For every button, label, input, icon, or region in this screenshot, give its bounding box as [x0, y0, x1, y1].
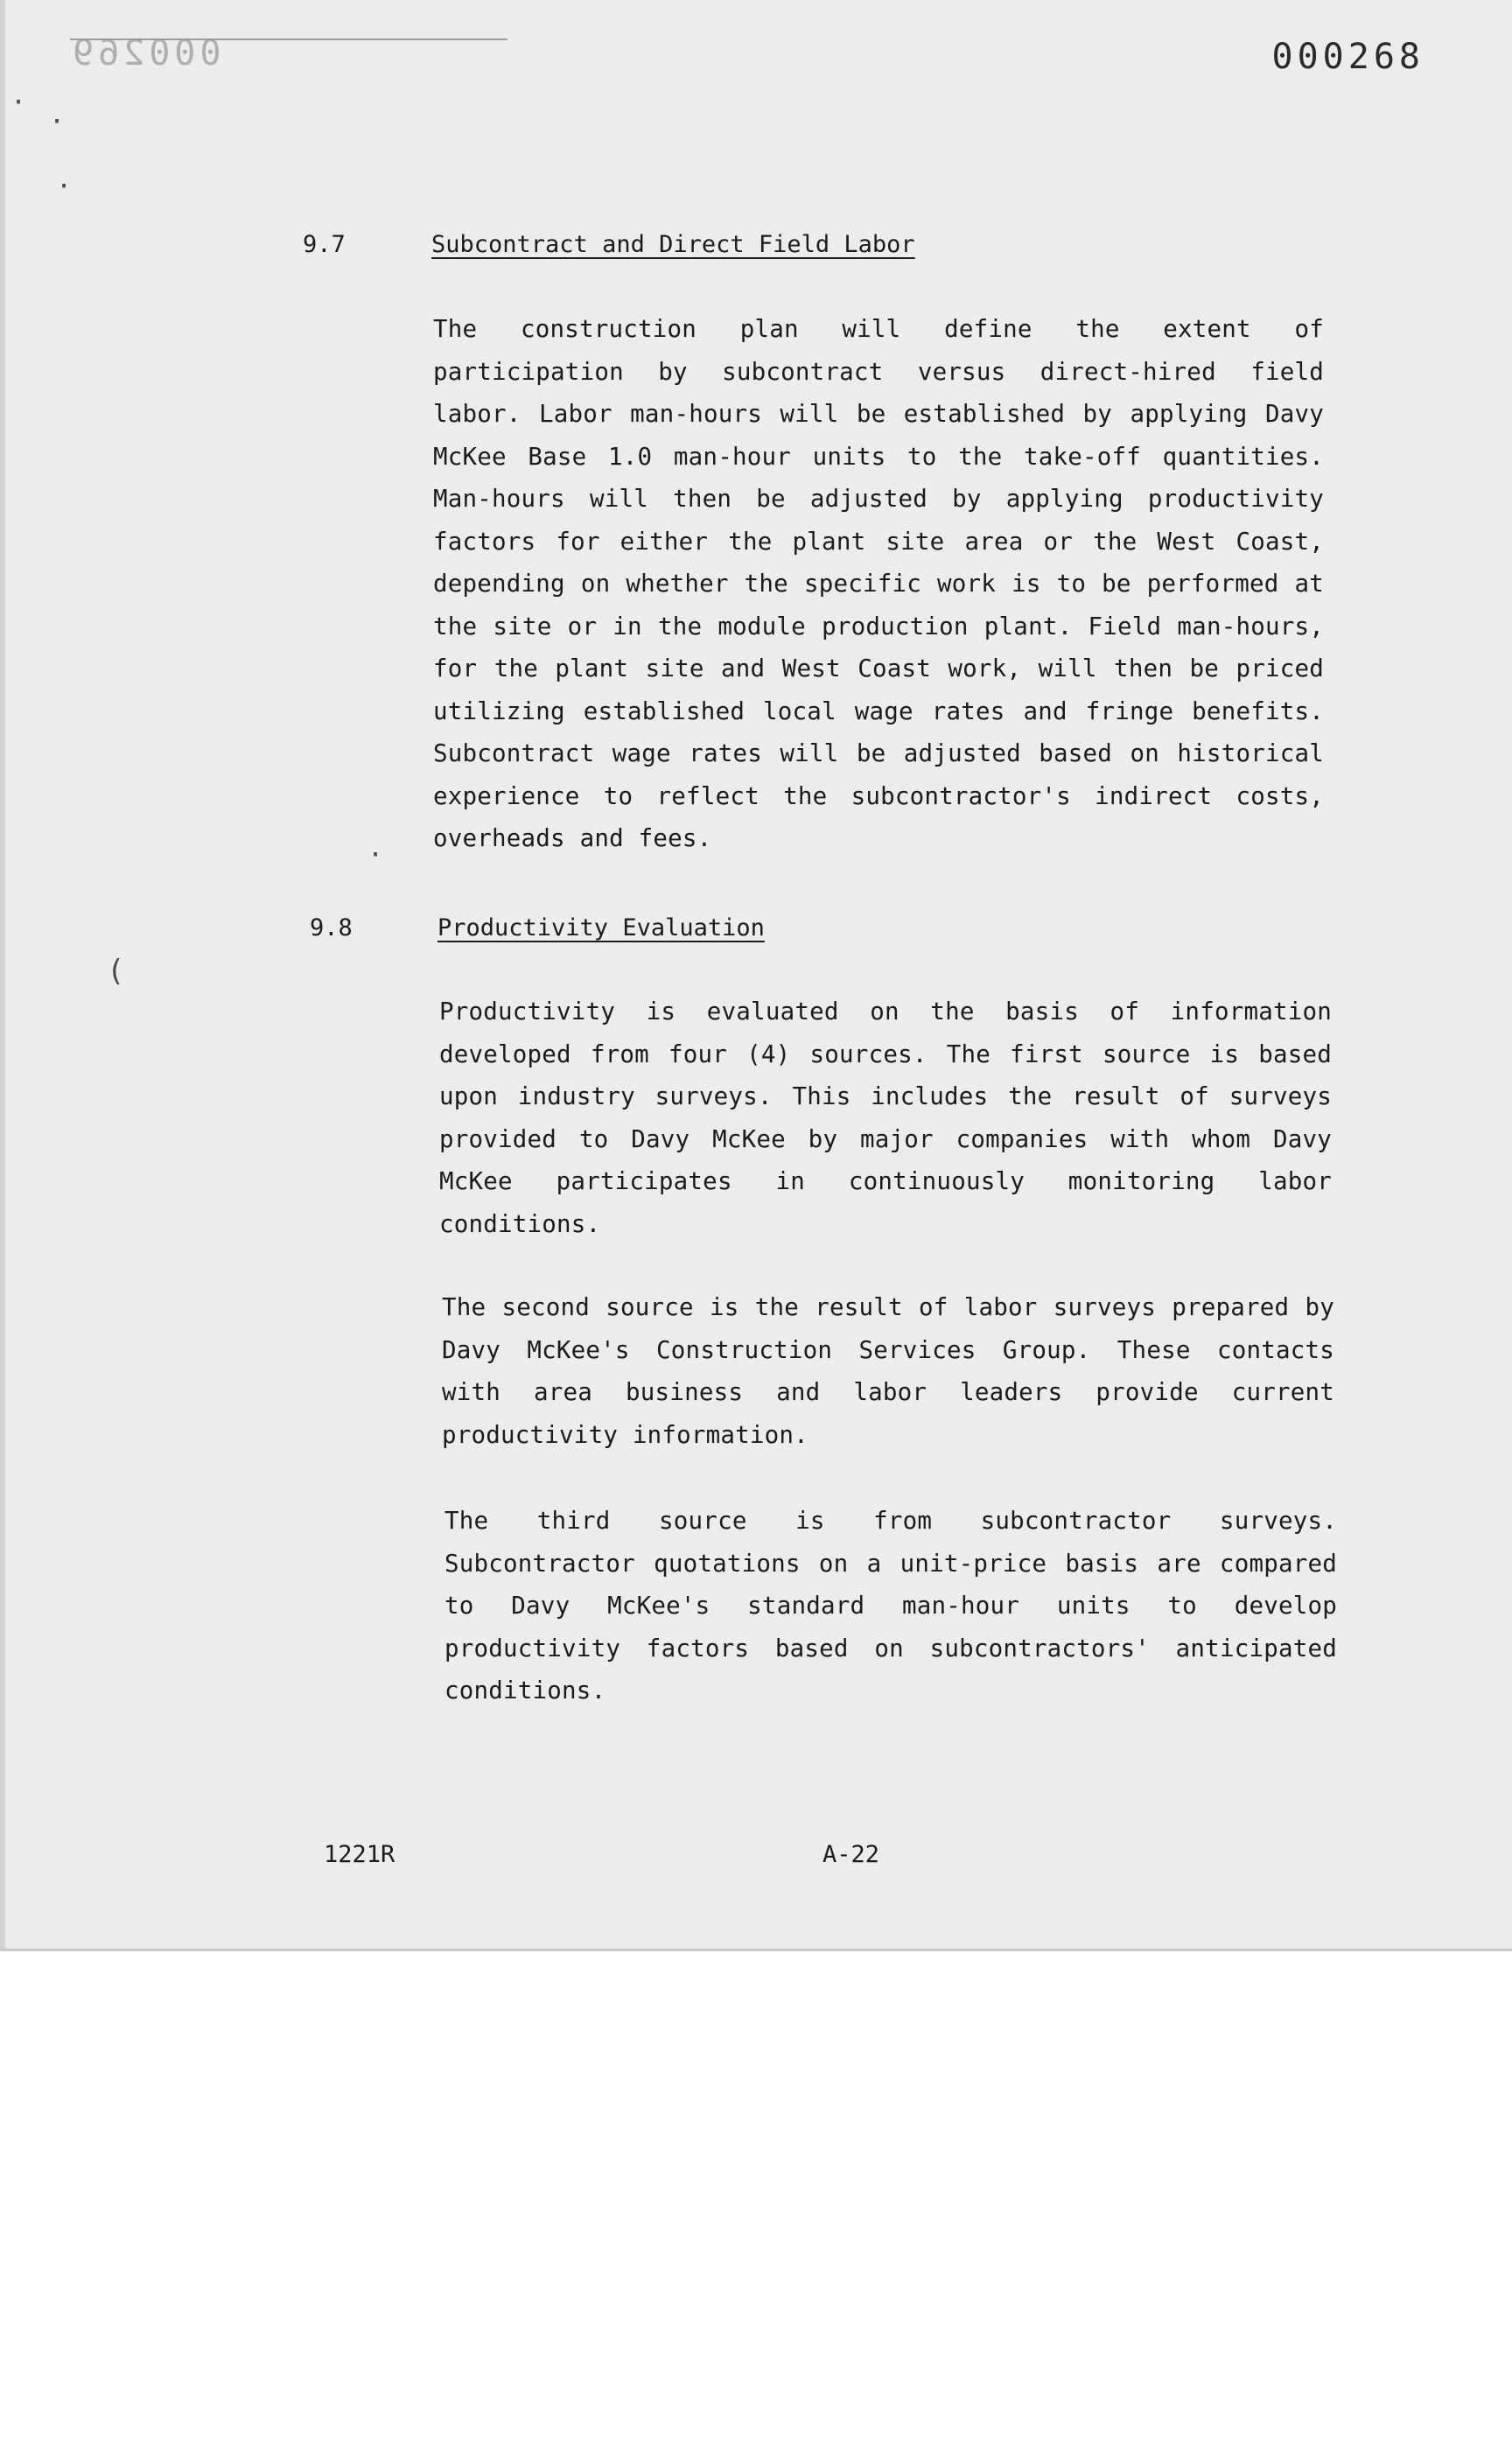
scan-speck: ( — [107, 954, 125, 989]
section-paragraph: The third source is from subcontractor surveys. Subcontractor quotations on a unit-price basis are compared to Davy McKee's standard man-hour units to develop productivity factors based on subcontractors' anticipated conditions. — [444, 1507, 1337, 1704]
footer-page-number: A-22 — [822, 1841, 880, 1868]
section-number: 9.8 — [310, 914, 353, 942]
section-paragraph: The second source is the result of labor surveys prepared by Davy McKee's Construction Services Group. These contacts with area business and labor leaders provide current productivity information. — [442, 1293, 1334, 1449]
section-title: Subcontract and Direct Field Labor — [431, 231, 915, 258]
scan-speck: · — [56, 172, 73, 202]
scan-speck: · — [368, 840, 384, 871]
section-title: Productivity Evaluation — [438, 914, 765, 942]
section-number: 9.7 — [303, 231, 346, 258]
scan-speck: · — [10, 88, 27, 118]
bleed-through-number: 000269 — [68, 33, 221, 74]
scan-edge — [0, 0, 5, 1949]
footer-doc-code: 1221R — [324, 1841, 396, 1868]
section-paragraph: Productivity is evaluated on the basis of information developed from four (4) sources. The first source is based upon industry surveys. This includes the result of surveys provided to Davy McKee by major companies with whom Davy McKee participates in continuously monitoring labor conditions. — [439, 998, 1332, 1238]
document-number: 000268 — [1271, 37, 1424, 77]
scan-speck: · — [49, 107, 66, 137]
section-paragraph: The construction plan will define the extent of participation by subcontract versus direct-hired field labor. Labor man-hours will be established by applying Davy McKee Base 1.0 man-hour units to the take-off quantities. Man-hours will then be adjusted by applying productivity factors for either the plant site area or the West Coast, depending on whether the specific work is to be performed at the site or in the module production plant. Field man-hours, for the plant site and West Coast work, will then be priced utilizing established local wage rates and fringe benefits. Subcontract wage rates will be adjusted based on historical experience to reflect the subcontractor's indirect costs, overheads and fees. — [433, 315, 1324, 852]
